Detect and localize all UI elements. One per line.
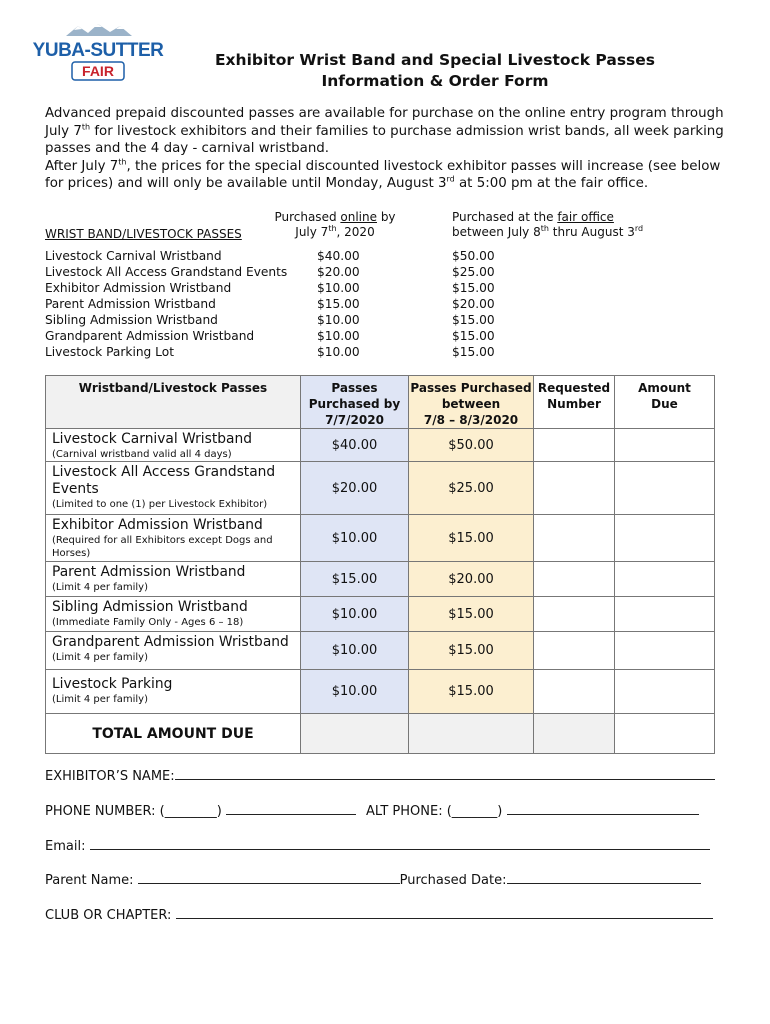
price-list-item: Exhibitor Admission Wristband — [45, 281, 232, 295]
price-office: $15.00 — [452, 281, 495, 295]
requested-number-input[interactable] — [534, 515, 615, 562]
amount-due-input[interactable] — [615, 515, 715, 562]
parent-name-field — [45, 871, 701, 889]
header-requested: Requested Number — [534, 376, 615, 429]
price-online: $10.00 — [317, 345, 360, 359]
table-row — [46, 562, 715, 597]
club-label: CLUB OR CHAPTER: — [45, 908, 172, 923]
order-table-header-row — [46, 376, 715, 429]
amount-due-input[interactable] — [615, 462, 715, 515]
amount-due-input[interactable] — [615, 562, 715, 597]
requested-number-input[interactable] — [534, 462, 615, 515]
price-online-cell: $10.00 — [301, 670, 409, 714]
requested-number-input[interactable] — [534, 562, 615, 597]
parent-name-input[interactable] — [138, 871, 400, 884]
price-online: $10.00 — [317, 329, 360, 343]
header-item: Wristband/Livestock Passes — [46, 376, 301, 429]
exhibitor-name-label: EXHIBITOR’S NAME: — [45, 769, 175, 784]
price-list-item: Livestock Carnival Wristband — [45, 249, 222, 263]
parent-name-label: Parent Name: — [45, 873, 134, 888]
price-list-header-office: Purchased at the fair office between July 8th thru August 3rd — [452, 210, 644, 239]
club-input[interactable] — [176, 906, 713, 919]
price-list-office — [452, 248, 495, 360]
requested-number-input[interactable] — [534, 670, 615, 714]
requested-number-input[interactable] — [534, 597, 615, 632]
alt-phone-input[interactable] — [507, 802, 699, 815]
price-list-item: Sibling Admission Wristband — [45, 313, 218, 327]
price-list-item: Livestock Parking Lot — [45, 345, 174, 359]
header-office: Passes Purchased between 7/8 – 8/3/2020 — [409, 376, 534, 429]
header-online: Passes Purchased by 7/7/2020 — [301, 376, 409, 429]
intro-text — [45, 105, 725, 193]
table-row — [46, 462, 715, 515]
table-row — [46, 670, 715, 714]
phone-field — [45, 802, 356, 820]
price-list-item: Livestock All Access Grandstand Events — [45, 265, 288, 279]
price-office-cell: $15.00 — [409, 632, 534, 670]
alt-phone-label: ALT PHONE: (_______) — [366, 804, 503, 819]
title-line-1: Exhibitor Wrist Band and Special Livestock Passes — [214, 51, 656, 69]
amount-due-input[interactable] — [615, 429, 715, 462]
email-field — [45, 837, 710, 855]
table-row — [46, 429, 715, 462]
amount-due-input[interactable] — [615, 597, 715, 632]
amount-due-input[interactable] — [615, 632, 715, 670]
price-list-names — [45, 248, 287, 360]
price-office: $15.00 — [452, 345, 495, 359]
exhibitor-name-input[interactable] — [175, 767, 715, 780]
price-list-header-online: Purchased online by July 7th, 2020 — [274, 210, 396, 239]
price-online-cell: $40.00 — [301, 429, 409, 462]
price-online-cell: $10.00 — [301, 515, 409, 562]
price-office-cell: $15.00 — [409, 515, 534, 562]
price-online-cell: $20.00 — [301, 462, 409, 515]
exhibitor-name-field — [45, 767, 715, 785]
header-amount: Amount Due — [615, 376, 715, 429]
phone-label: PHONE NUMBER: (________) — [45, 804, 222, 819]
total-label: TOTAL AMOUNT DUE — [46, 714, 301, 754]
requested-number-input[interactable] — [534, 632, 615, 670]
price-office: $50.00 — [452, 249, 495, 263]
amount-due-input[interactable] — [615, 670, 715, 714]
pass-name-cell: Livestock Carnival Wristband (Carnival wristband valid all 4 days) — [46, 429, 301, 462]
email-input[interactable] — [90, 837, 710, 850]
price-online-cell: $15.00 — [301, 562, 409, 597]
table-row — [46, 515, 715, 562]
pass-name-cell: Sibling Admission Wristband (Immediate Family Only - Ages 6 – 18) — [46, 597, 301, 632]
price-online: $10.00 — [317, 313, 360, 327]
total-blank-cell — [409, 714, 534, 754]
price-office-cell: $20.00 — [409, 562, 534, 597]
price-office-cell: $50.00 — [409, 429, 534, 462]
price-office: $25.00 — [452, 265, 495, 279]
price-list-header-passes: WRIST BAND/LIVESTOCK PASSES — [45, 227, 242, 241]
total-row — [46, 714, 715, 754]
price-online: $15.00 — [317, 297, 360, 311]
price-list-item: Grandparent Admission Wristband — [45, 329, 255, 343]
purchased-date-input[interactable] — [507, 871, 701, 884]
price-online-cell: $10.00 — [301, 597, 409, 632]
price-office-cell: $15.00 — [409, 670, 534, 714]
price-office-cell: $25.00 — [409, 462, 534, 515]
price-list-item: Parent Admission Wristband — [45, 297, 216, 311]
email-label: Email: — [45, 839, 86, 854]
pass-name-cell: Parent Admission Wristband (Limit 4 per family) — [46, 562, 301, 597]
price-list-online — [317, 248, 360, 360]
pass-name-cell: Grandparent Admission Wristband (Limit 4 per family) — [46, 632, 301, 670]
table-row — [46, 632, 715, 670]
total-amount-input[interactable] — [615, 714, 715, 754]
price-office-cell: $15.00 — [409, 597, 534, 632]
pass-name-cell: Livestock All Access Grandstand Events (Limited to one (1) per Livestock Exhibitor) — [46, 462, 301, 515]
price-online-cell: $10.00 — [301, 632, 409, 670]
intro-paragraph-1: Advanced prepaid discounted passes are available for purchase on the online entry program through July 7th for livestock exhibitors and their families to purchase admission wrist bands, all week parking passes and the 4 day - carnival wristband. — [45, 106, 724, 156]
requested-number-input[interactable] — [534, 429, 615, 462]
pass-name-cell: Livestock Parking (Limit 4 per family) — [46, 670, 301, 714]
price-office: $15.00 — [452, 313, 495, 327]
alt-phone-field — [366, 802, 699, 820]
pass-name-cell: Exhibitor Admission Wristband (Required for all Exhibitors except Dogs and Horses) — [46, 515, 301, 562]
price-online: $10.00 — [317, 281, 360, 295]
logo-bottom-text: FAIR — [82, 63, 114, 79]
title-line-2: Information & Order Form — [321, 72, 549, 90]
intro-paragraph-2: After July 7th, the prices for the special discounted livestock exhibitor passes will increase (see below for prices) and will only be available until Monday, August 3rd at 5:00 pm at the fair office. — [45, 157, 721, 191]
total-blank-cell — [301, 714, 409, 754]
order-table — [45, 375, 715, 754]
phone-input[interactable] — [226, 802, 356, 815]
total-blank-cell — [534, 714, 615, 754]
purchased-date-label: Purchased Date: — [399, 873, 507, 888]
yuba-sutter-fair-logo — [32, 22, 164, 94]
price-online: $20.00 — [317, 265, 360, 279]
price-online: $40.00 — [317, 249, 360, 263]
club-field — [45, 906, 713, 924]
price-office: $15.00 — [452, 329, 495, 343]
logo-top-text: YUBA-SUTTER — [32, 40, 164, 61]
price-office: $20.00 — [452, 297, 495, 311]
form-title — [170, 50, 700, 92]
table-row — [46, 597, 715, 632]
logo-graphic — [32, 22, 164, 94]
